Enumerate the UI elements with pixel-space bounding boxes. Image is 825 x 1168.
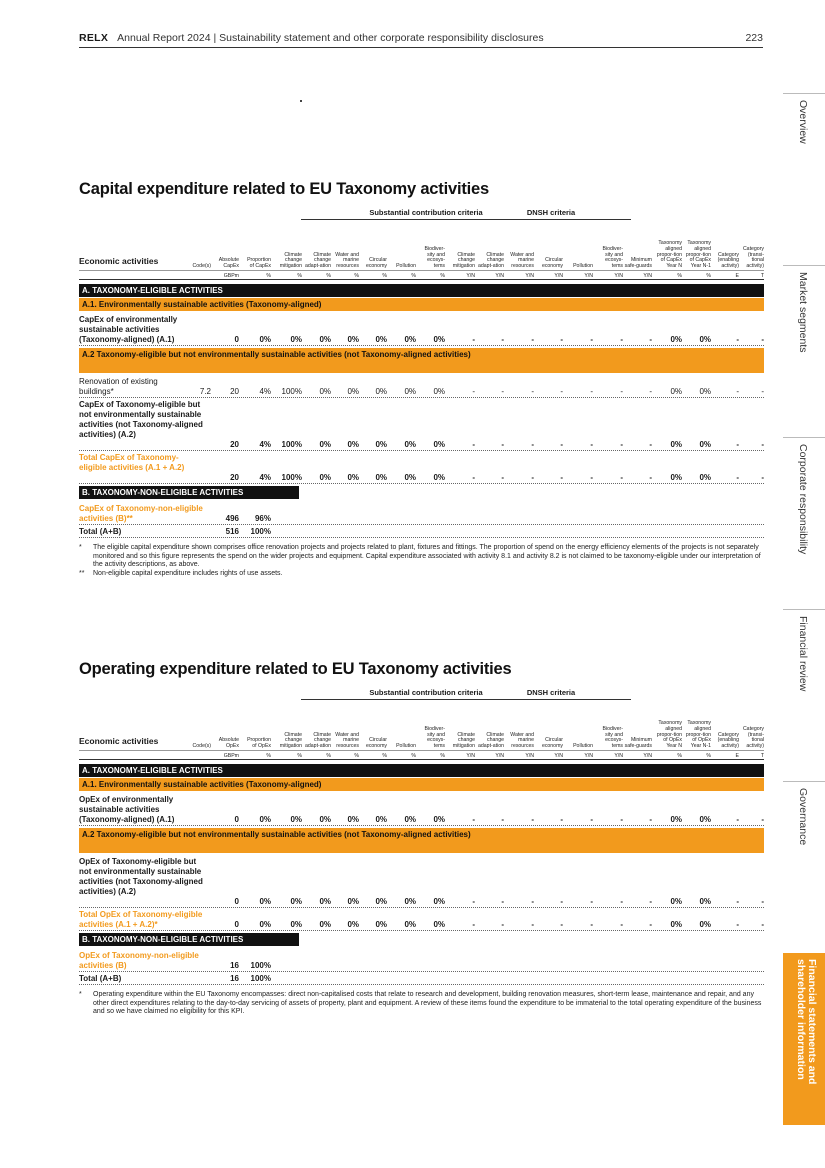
cell-value: 0% bbox=[375, 387, 387, 396]
unit-label: % bbox=[382, 273, 387, 279]
substantial-criteria-header: Substantial contribution criteria bbox=[301, 208, 551, 220]
tab-overview[interactable] bbox=[783, 93, 825, 258]
cell-value: 7.2 bbox=[199, 387, 211, 396]
column-header: Biodiver-sity and ecosys-tems bbox=[602, 245, 623, 270]
unit-label: % bbox=[266, 273, 271, 279]
unit-label: Y/N bbox=[495, 753, 504, 759]
unit-label: Y/N bbox=[614, 753, 623, 759]
unit-label: Y/N bbox=[554, 273, 563, 279]
cell-value: 0% bbox=[404, 335, 416, 344]
cell-value: - bbox=[560, 897, 563, 906]
tab-label: Corporate responsibility bbox=[797, 444, 809, 555]
cell-value: 0% bbox=[699, 473, 711, 482]
cell-value: - bbox=[531, 897, 534, 906]
cell-value: 0% bbox=[347, 335, 359, 344]
row-total-eligible bbox=[79, 451, 764, 484]
column-header: Climate change adapt-ation bbox=[305, 731, 331, 750]
cell-value: - bbox=[531, 473, 534, 482]
cell-value: - bbox=[531, 920, 534, 929]
column-header: Taxonomy aligned propor-tion of OpEx Year N bbox=[656, 720, 682, 750]
cell-value: - bbox=[560, 815, 563, 824]
cell-value: 0% bbox=[259, 815, 271, 824]
cell-value: - bbox=[620, 387, 623, 396]
cell-value: 0% bbox=[670, 897, 682, 906]
unit-label: Y/N bbox=[554, 753, 563, 759]
cell-value: - bbox=[649, 815, 652, 824]
cell-value: - bbox=[560, 920, 563, 929]
cell-value: 0% bbox=[699, 335, 711, 344]
column-header: Biodiver-sity and ecosys-tems bbox=[424, 725, 445, 750]
cell-value: - bbox=[590, 440, 593, 449]
cell-value: - bbox=[590, 473, 593, 482]
column-header: Climate change adapt-ation bbox=[478, 251, 504, 270]
cell-value: - bbox=[560, 387, 563, 396]
column-header: Minimum safe-guards bbox=[624, 737, 652, 750]
footnote bbox=[79, 991, 764, 1017]
footnote bbox=[79, 544, 764, 570]
cell-value: - bbox=[761, 440, 764, 449]
dnsh-criteria-header: DNSH criteria bbox=[471, 688, 631, 700]
cell-value: 0% bbox=[319, 897, 331, 906]
column-header: Circular economy bbox=[365, 737, 387, 750]
cell-value: - bbox=[649, 387, 652, 396]
cell-value: - bbox=[590, 387, 593, 396]
row-label: OpEx of Taxonomy-eligible but not environmentally sustainable activities (not Taxonomy-aligned activities) (A.2) bbox=[79, 857, 203, 896]
cell-value: 0% bbox=[699, 897, 711, 906]
side-navigation bbox=[783, 0, 825, 1168]
unit-label: % bbox=[677, 273, 682, 279]
cell-value: 0 bbox=[234, 335, 239, 344]
cell-value: 0% bbox=[404, 920, 416, 929]
cell-value: 0% bbox=[670, 815, 682, 824]
unit-label: % bbox=[382, 753, 387, 759]
cell-value: - bbox=[761, 335, 764, 344]
column-header: Water and marine resources bbox=[335, 731, 359, 750]
cell-value: - bbox=[472, 335, 475, 344]
unit-label: Y/N bbox=[584, 753, 593, 759]
opex-section bbox=[79, 660, 764, 1080]
cell-value: - bbox=[590, 897, 593, 906]
cell-value: - bbox=[472, 815, 475, 824]
unit-label: % bbox=[326, 753, 331, 759]
cell-value: 0% bbox=[375, 335, 387, 344]
cell-value: 0% bbox=[259, 897, 271, 906]
column-header: Proportion of CapEx bbox=[247, 257, 271, 270]
page-header bbox=[79, 32, 763, 48]
unit-label: Y/N bbox=[466, 273, 475, 279]
column-header: Proportion of OpEx bbox=[247, 737, 271, 750]
cell-value: - bbox=[501, 335, 504, 344]
cell-value: 0% bbox=[699, 920, 711, 929]
cell-value: 0 bbox=[234, 815, 239, 824]
unit-label: % bbox=[677, 753, 682, 759]
footnote-mark: * bbox=[79, 544, 82, 551]
column-header: Taxonomy aligned propor-tion of CapEx Year N-1 bbox=[685, 240, 711, 270]
cell-value: 100% bbox=[281, 387, 302, 396]
tab-financial-statements[interactable] bbox=[783, 953, 825, 1125]
cell-value: - bbox=[736, 473, 739, 482]
column-header: Water and marine resources bbox=[510, 251, 534, 270]
cell-value: - bbox=[761, 473, 764, 482]
column-header: Minimum safe-guards bbox=[624, 257, 652, 270]
dnsh-criteria-header: DNSH criteria bbox=[471, 208, 631, 220]
cell-value: 516 bbox=[225, 527, 239, 536]
unit-label: GBPm bbox=[223, 753, 239, 759]
cell-value: 4% bbox=[259, 473, 271, 482]
unit-label: Y/N bbox=[525, 753, 534, 759]
unit-label: Y/N bbox=[643, 273, 652, 279]
cell-value: - bbox=[736, 335, 739, 344]
cell-value: 0% bbox=[433, 387, 445, 396]
unit-label: % bbox=[411, 753, 416, 759]
cell-value: 0% bbox=[404, 440, 416, 449]
row-a1 bbox=[79, 793, 764, 826]
cell-value: - bbox=[620, 815, 623, 824]
cell-value: 0% bbox=[433, 920, 445, 929]
cell-value: 0% bbox=[433, 815, 445, 824]
cell-value: 0% bbox=[375, 920, 387, 929]
cell-value: 100% bbox=[250, 527, 271, 536]
cell-value: 0% bbox=[319, 387, 331, 396]
unit-label: % bbox=[326, 273, 331, 279]
cell-value: 16 bbox=[230, 974, 239, 983]
cell-value: - bbox=[531, 335, 534, 344]
cell-value: - bbox=[531, 440, 534, 449]
cell-value: 0% bbox=[433, 473, 445, 482]
band-a1-aligned: A.1. Environmentally sustainable activities (Taxonomy-aligned) bbox=[79, 298, 764, 311]
row-label: Total (A+B) bbox=[79, 974, 122, 983]
column-header: Absolute OpEx bbox=[218, 737, 239, 750]
cell-value: - bbox=[761, 920, 764, 929]
unit-label: Y/N bbox=[466, 753, 475, 759]
cell-value: - bbox=[560, 440, 563, 449]
column-header: Biodiver-sity and ecosys-tems bbox=[424, 245, 445, 270]
band-taxonomy-eligible: A. TAXONOMY-ELIGIBLE ACTIVITIES bbox=[79, 764, 764, 777]
row-total-eligible bbox=[79, 908, 764, 931]
cell-value: - bbox=[560, 335, 563, 344]
tab-label: Governance bbox=[797, 788, 809, 846]
cell-value: - bbox=[649, 335, 652, 344]
cell-value: - bbox=[501, 440, 504, 449]
cell-value: - bbox=[736, 920, 739, 929]
cell-value: - bbox=[501, 897, 504, 906]
cell-value: - bbox=[501, 387, 504, 396]
row-label: CapEx of Taxonomy-non-eligible activities (B)** bbox=[79, 504, 203, 523]
cell-value: 20 bbox=[230, 440, 239, 449]
units-row bbox=[79, 270, 764, 280]
row-label: CapEx of Taxonomy-eligible but not environmentally sustainable activities (not Taxonomy-aligned activities) (A.2) bbox=[79, 400, 203, 439]
cell-value: 0% bbox=[259, 335, 271, 344]
economic-activities-header: Economic activities bbox=[79, 736, 159, 746]
column-header: Pollution bbox=[573, 263, 593, 270]
cell-value: 0% bbox=[433, 897, 445, 906]
unit-label: T bbox=[760, 273, 764, 279]
column-header: Taxonomy aligned propor-tion of OpEx Year N-1 bbox=[685, 720, 711, 750]
row-a1 bbox=[79, 313, 764, 346]
cell-value: - bbox=[560, 473, 563, 482]
column-header: Water and marine resources bbox=[335, 251, 359, 270]
cell-value: 0% bbox=[347, 897, 359, 906]
cell-value: 4% bbox=[259, 387, 271, 396]
cell-value: - bbox=[472, 920, 475, 929]
cell-value: 100% bbox=[250, 961, 271, 970]
cell-value: 0% bbox=[404, 387, 416, 396]
unit-label: % bbox=[411, 273, 416, 279]
cell-value: 0% bbox=[347, 473, 359, 482]
column-header: Pollution bbox=[573, 743, 593, 750]
cell-value: - bbox=[761, 815, 764, 824]
cell-value: 0% bbox=[375, 440, 387, 449]
tab-label: Financial review bbox=[797, 616, 809, 692]
cell-value: 0% bbox=[404, 897, 416, 906]
cell-value: - bbox=[590, 815, 593, 824]
column-header: Pollution bbox=[396, 263, 416, 270]
cell-value: - bbox=[649, 920, 652, 929]
column-header: Circular economy bbox=[365, 257, 387, 270]
unit-label: % bbox=[297, 273, 302, 279]
column-header: Category (transi-tional activity) bbox=[742, 725, 764, 750]
unit-label: % bbox=[440, 273, 445, 279]
cell-value: 0% bbox=[347, 920, 359, 929]
column-header: Climate change mitigation bbox=[452, 251, 475, 270]
cell-value: - bbox=[620, 920, 623, 929]
capex-title: Capital expenditure related to EU Taxonomy activities bbox=[79, 180, 489, 198]
tab-label: Market segments bbox=[797, 272, 809, 353]
column-header: Circular economy bbox=[541, 257, 563, 270]
units-row bbox=[79, 750, 764, 760]
cell-value: 0% bbox=[347, 815, 359, 824]
cell-value: 0% bbox=[375, 897, 387, 906]
column-header: Pollution bbox=[396, 743, 416, 750]
row-non-eligible bbox=[79, 502, 764, 525]
cell-value: 0% bbox=[347, 387, 359, 396]
row-label: Total CapEx of Taxonomy-eligible activities (A.1 + A.2) bbox=[79, 453, 185, 472]
band-taxonomy-non-eligible: B. TAXONOMY-NON-ELIGIBLE ACTIVITIES bbox=[79, 933, 299, 946]
cell-value: 100% bbox=[250, 974, 271, 983]
cell-value: - bbox=[531, 387, 534, 396]
cell-value: 496 bbox=[225, 514, 239, 523]
row-label: CapEx of environmentally sustainable activities (Taxonomy-aligned) (A.1) bbox=[79, 315, 178, 344]
cell-value: 0% bbox=[319, 440, 331, 449]
tab-financial-review[interactable] bbox=[783, 609, 825, 774]
cell-value: - bbox=[531, 815, 534, 824]
stray-dot bbox=[300, 100, 302, 102]
unit-label: E bbox=[735, 753, 739, 759]
unit-label: % bbox=[440, 753, 445, 759]
cell-value: - bbox=[501, 473, 504, 482]
cell-value: - bbox=[590, 335, 593, 344]
brand-logo-text: RELX bbox=[79, 32, 109, 44]
unit-label: % bbox=[706, 273, 711, 279]
band-taxonomy-non-eligible: B. TAXONOMY-NON-ELIGIBLE ACTIVITIES bbox=[79, 486, 299, 499]
footnote-mark: * bbox=[79, 991, 82, 998]
cell-value: 0% bbox=[670, 473, 682, 482]
row-non-eligible bbox=[79, 949, 764, 972]
column-header: Climate change mitigation bbox=[452, 731, 475, 750]
cell-value: - bbox=[472, 473, 475, 482]
capex-notes bbox=[79, 544, 764, 578]
footnote-text: Operating expenditure within the EU Taxonomy encompasses: direct non-capitalised costs that relate to research and development, building renovation measures, short-term lease, maintenance and repair, and any other direct expenditures relating to the day-to-day servicing of assets of property, plant and equipment. A review of these items found the expenditure to be immaterial to the total operating expenditure of the business and so we have claimed no eligibility for this KPI. bbox=[93, 991, 762, 1016]
cell-value: - bbox=[472, 897, 475, 906]
column-header: Climate change adapt-ation bbox=[478, 731, 504, 750]
cell-value: 0% bbox=[319, 473, 331, 482]
cell-value: 0% bbox=[433, 440, 445, 449]
unit-label: Y/N bbox=[584, 273, 593, 279]
cell-value: 20 bbox=[230, 473, 239, 482]
cell-value: - bbox=[736, 440, 739, 449]
column-header: Category (enabling activity) bbox=[717, 731, 739, 750]
opex-title: Operating expenditure related to EU Taxonomy activities bbox=[79, 660, 512, 678]
band-taxonomy-eligible: A. TAXONOMY-ELIGIBLE ACTIVITIES bbox=[79, 284, 764, 297]
column-header: Climate change adapt-ation bbox=[305, 251, 331, 270]
cell-value: 0% bbox=[699, 815, 711, 824]
cell-value: - bbox=[620, 473, 623, 482]
cell-value: - bbox=[649, 473, 652, 482]
cell-value: 0% bbox=[375, 473, 387, 482]
band-a1-aligned: A.1. Environmentally sustainable activities (Taxonomy-aligned) bbox=[79, 778, 764, 791]
column-header: Taxonomy aligned propor-tion of CapEx Year N bbox=[656, 240, 682, 270]
cell-value: - bbox=[472, 387, 475, 396]
column-header: Category (enabling activity) bbox=[717, 251, 739, 270]
row-label: OpEx of environmentally sustainable activities (Taxonomy-aligned) (A.1) bbox=[79, 795, 175, 824]
column-header: Water and marine resources bbox=[510, 731, 534, 750]
row-label: Total (A+B) bbox=[79, 527, 122, 536]
report-title: Annual Report 2024 | Sustainability statement and other corporate responsibility disclosures bbox=[117, 32, 544, 44]
row-total-ab bbox=[79, 972, 764, 985]
unit-label: % bbox=[266, 753, 271, 759]
cell-value: - bbox=[649, 440, 652, 449]
cell-value: 0% bbox=[404, 815, 416, 824]
row-a2 bbox=[79, 855, 764, 908]
column-header: Climate change mitigation bbox=[279, 251, 302, 270]
cell-value: 0% bbox=[699, 387, 711, 396]
row-label: Total OpEx of Taxonomy-eligible activities (A.1 + A.2)* bbox=[79, 910, 203, 929]
unit-label: % bbox=[354, 273, 359, 279]
tab-label: Overview bbox=[797, 100, 809, 144]
cell-value: 100% bbox=[281, 473, 302, 482]
unit-label: Y/N bbox=[643, 753, 652, 759]
cell-value: 0% bbox=[319, 920, 331, 929]
cell-value: 0% bbox=[375, 815, 387, 824]
tab-governance[interactable] bbox=[783, 781, 825, 946]
cell-value: 4% bbox=[259, 440, 271, 449]
cell-value: 100% bbox=[281, 440, 302, 449]
footnote-text: The eligible capital expenditure shown comprises office renovation projects and projects related to plant, fixtures and fittings. The proportion of spend on the energy efficiency elements of the projects is not separately monitored and so this figure represents the spend on the wider projects and equipment. Capital expenditure associated with activity 8.1 and activity 8.2 is not claimed to be taxonomy-eligible under our interpretation of the activity descriptions, as above. bbox=[93, 544, 761, 569]
cell-value: - bbox=[620, 897, 623, 906]
cell-value: - bbox=[501, 920, 504, 929]
cell-value: 0% bbox=[319, 815, 331, 824]
column-header: Code(s) bbox=[192, 743, 211, 750]
cell-value: - bbox=[501, 815, 504, 824]
column-header: Code(s) bbox=[192, 263, 211, 270]
cell-value: 0 bbox=[234, 920, 239, 929]
cell-value: - bbox=[649, 897, 652, 906]
cell-value: - bbox=[620, 440, 623, 449]
cell-value: 0% bbox=[290, 920, 302, 929]
cell-value: 0% bbox=[670, 440, 682, 449]
footnote-text: Non-eligible capital expenditure includes rights of use assets. bbox=[93, 569, 283, 577]
footnote-mark: ** bbox=[79, 569, 85, 577]
cell-value: - bbox=[620, 335, 623, 344]
page-number: 223 bbox=[745, 32, 763, 44]
column-header: Biodiver-sity and ecosys-tems bbox=[602, 725, 623, 750]
column-header: Category (transi-tional activity) bbox=[742, 245, 764, 270]
row-total-ab bbox=[79, 525, 764, 538]
row-label: Renovation of existing buildings* bbox=[79, 377, 158, 396]
row-label: OpEx of Taxonomy-non-eligible activities (B) bbox=[79, 951, 199, 970]
cell-value: 0% bbox=[347, 440, 359, 449]
row-a2 bbox=[79, 398, 764, 451]
footnote bbox=[79, 570, 764, 579]
cell-value: 0% bbox=[670, 387, 682, 396]
band-a2-not-aligned: A.2 Taxonomy-eligible but not environmentally sustainable activities (not Taxonomy-aligned activities) bbox=[79, 828, 764, 853]
cell-value: - bbox=[736, 815, 739, 824]
cell-value: 96% bbox=[254, 514, 271, 523]
row-renovation bbox=[79, 375, 764, 398]
unit-label: % bbox=[706, 753, 711, 759]
unit-label: Y/N bbox=[614, 273, 623, 279]
cell-value: 0% bbox=[670, 335, 682, 344]
tab-market-segments[interactable] bbox=[783, 265, 825, 430]
cell-value: 16 bbox=[230, 961, 239, 970]
economic-activities-header: Economic activities bbox=[79, 256, 159, 266]
cell-value: 0% bbox=[290, 815, 302, 824]
column-header: Climate change mitigation bbox=[279, 731, 302, 750]
unit-label: % bbox=[354, 753, 359, 759]
unit-label: Y/N bbox=[495, 273, 504, 279]
unit-label: T bbox=[760, 753, 764, 759]
cell-value: - bbox=[590, 920, 593, 929]
column-header: Circular economy bbox=[541, 737, 563, 750]
band-a2-not-aligned: A.2 Taxonomy-eligible but not environmentally sustainable activities (not Taxonomy-aligned activities) bbox=[79, 348, 764, 373]
cell-value: - bbox=[761, 897, 764, 906]
unit-label: E bbox=[735, 273, 739, 279]
tab-label: Financial statements and shareholder information bbox=[795, 959, 818, 1085]
column-header: Absolute CapEx bbox=[218, 257, 239, 270]
tab-corporate-responsibility[interactable] bbox=[783, 437, 825, 602]
substantial-criteria-header: Substantial contribution criteria bbox=[301, 688, 551, 700]
cell-value: - bbox=[736, 387, 739, 396]
cell-value: - bbox=[736, 897, 739, 906]
unit-label: % bbox=[297, 753, 302, 759]
cell-value: 20 bbox=[230, 387, 239, 396]
cell-value: 0% bbox=[699, 440, 711, 449]
cell-value: 0% bbox=[319, 335, 331, 344]
cell-value: 0% bbox=[259, 920, 271, 929]
cell-value: 0% bbox=[670, 920, 682, 929]
cell-value: 0% bbox=[290, 897, 302, 906]
cell-value: 0% bbox=[290, 335, 302, 344]
cell-value: - bbox=[761, 387, 764, 396]
cell-value: 0% bbox=[404, 473, 416, 482]
unit-label: GBPm bbox=[223, 273, 239, 279]
cell-value: 0 bbox=[234, 897, 239, 906]
cell-value: - bbox=[472, 440, 475, 449]
cell-value: 0% bbox=[433, 335, 445, 344]
unit-label: Y/N bbox=[525, 273, 534, 279]
opex-notes bbox=[79, 991, 764, 1017]
